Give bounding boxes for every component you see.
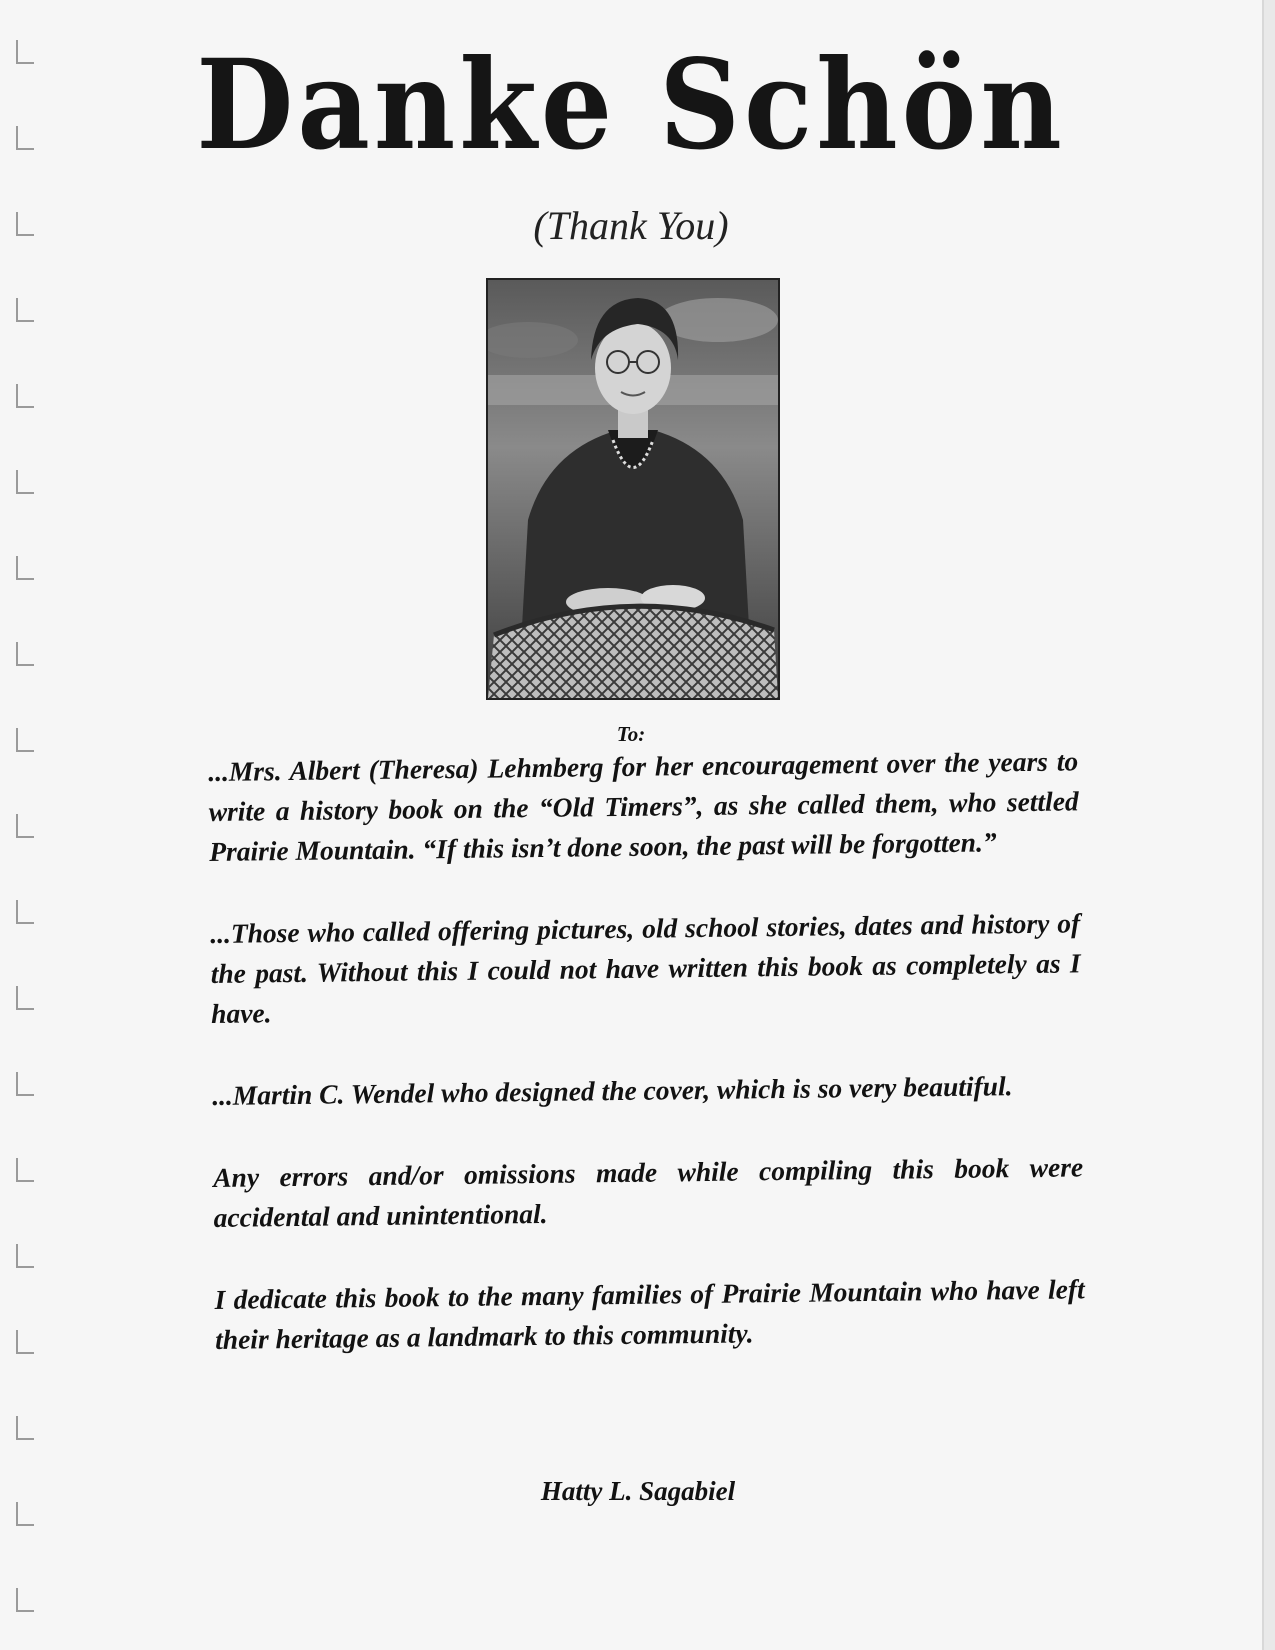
binding-hole xyxy=(16,384,34,408)
spiral-binding xyxy=(16,40,46,1620)
paragraph-contributors: ...Those who called offering pictures, old school stories, dates and history of the past. Without this I could not have written this book as completely as I have. xyxy=(210,907,1081,1029)
paragraph-lehmberg: ...Mrs. Albert (Theresa) Lehmberg for her encouragement over the years to write a history book on the “Old Timers”, as she called them, who settled Prairie Mountain. “If this isn’t done soon, the past will be forgotten.” xyxy=(208,745,1079,867)
portrait-photo xyxy=(486,278,780,700)
author-signature: Hatty L. Sagabiel xyxy=(540,1476,736,1506)
paragraph-dedication: I dedicate this book to the many families of Prairie Mountain who have left their heritage as a landmark to this community. xyxy=(214,1273,1085,1355)
page-title: Danke Schön xyxy=(196,33,1066,178)
paragraph-errors: Any errors and/or omissions made while compiling this book were accidental and unintentional. xyxy=(213,1151,1084,1233)
binding-hole xyxy=(16,814,34,838)
page-subtitle: (Thank You) xyxy=(533,203,729,248)
binding-hole xyxy=(16,1158,34,1182)
portrait-photo-icon xyxy=(488,280,778,698)
binding-hole xyxy=(16,470,34,494)
binding-hole xyxy=(16,1416,34,1440)
binding-hole xyxy=(16,298,34,322)
binding-hole xyxy=(16,1588,34,1612)
dedication-text xyxy=(208,741,1086,1402)
binding-hole xyxy=(16,1072,34,1096)
binding-hole xyxy=(16,986,34,1010)
to-label: To: xyxy=(616,722,646,746)
binding-hole xyxy=(16,1244,34,1268)
binding-hole xyxy=(16,642,34,666)
binding-hole xyxy=(16,900,34,924)
binding-hole xyxy=(16,1330,34,1354)
binding-hole xyxy=(16,556,34,580)
paragraph-cover-designer: ...Martin C. Wendel who designed the cover, which is so very beautiful. xyxy=(212,1070,1013,1111)
